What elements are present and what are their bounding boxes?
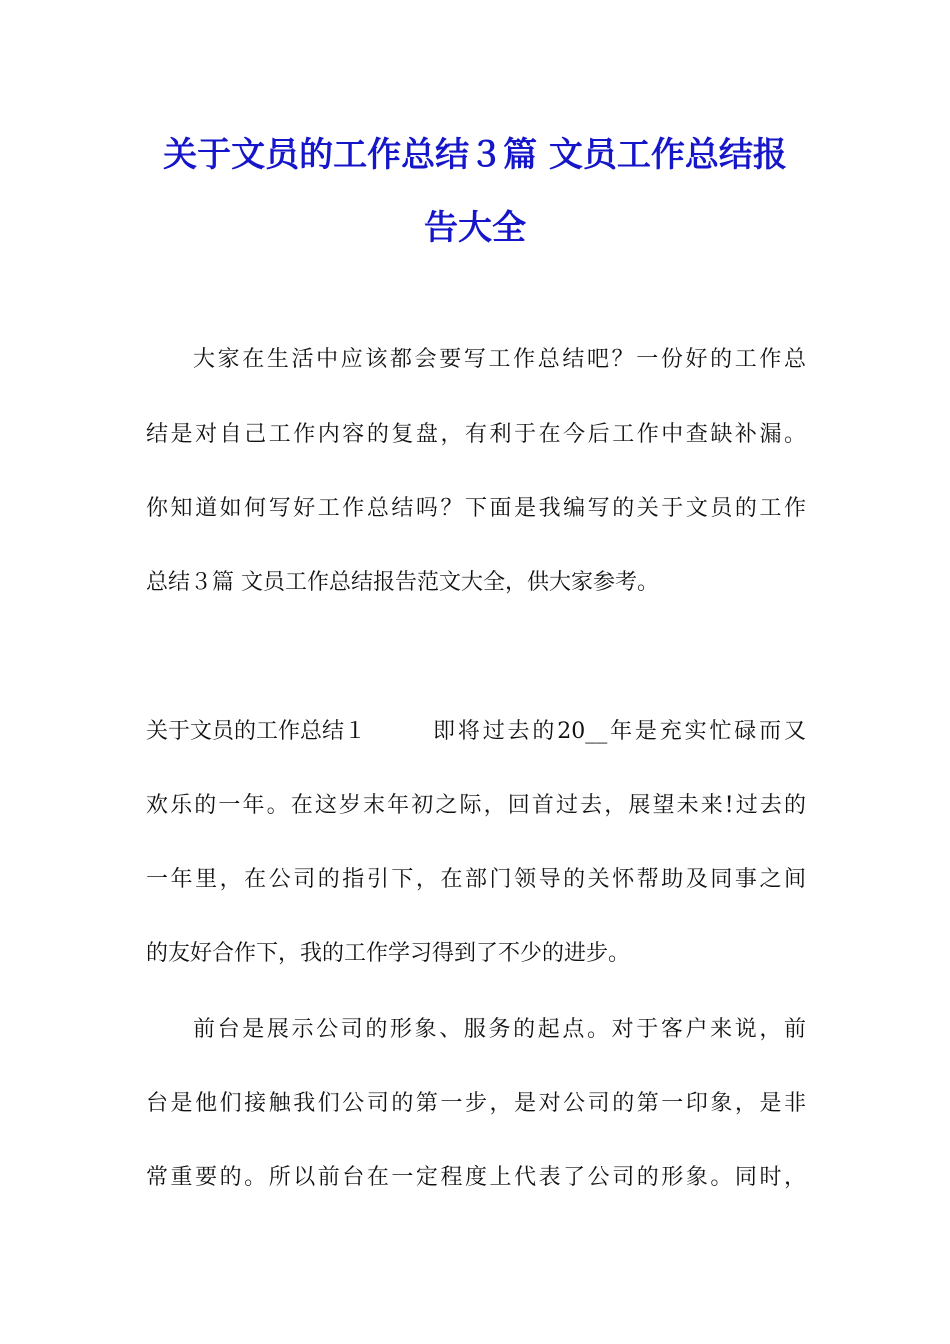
section-line-2: 欢乐的一年。在这岁末年初之际，回首过去，展望未来!过去的 [146, 793, 806, 818]
section-first-line: 即将过去的20__年是充实忙碌而又 [433, 719, 806, 744]
intro-line-3: 你知道如何写好工作总结吗？下面是我编写的关于文员的工作 [146, 496, 806, 521]
intro-line-1: 大家在生活中应该都会要写工作总结吧？一份好的工作总 [193, 347, 806, 372]
section-heading: 关于文员的工作总结１ [146, 719, 367, 744]
section-line-4: 的友好合作下，我的工作学习得到了不少的进步。 [146, 941, 631, 966]
section-line-3: 一年里，在公司的指引下，在部门领导的关怀帮助及同事之间 [146, 867, 806, 892]
document-title-line-1: 关于文员的工作总结３篇 文员工作总结报 [163, 135, 787, 175]
document-title-line-2: 告大全 [424, 208, 526, 248]
paragraph2-line-2: 台是他们接触我们公司的第一步，是对公司的第一印象，是非 [146, 1091, 806, 1116]
intro-line-2: 结是对自己工作内容的复盘，有利于在今后工作中查缺补漏。 [146, 422, 806, 447]
paragraph2-line-1: 前台是展示公司的形象、服务的起点。对于客户来说，前 [193, 1017, 806, 1042]
intro-line-4: 总结３篇 文员工作总结报告范文大全，供大家参考。 [146, 570, 659, 595]
paragraph2-line-3: 常重要的。所以前台在一定程度上代表了公司的形象。同时， [146, 1165, 806, 1190]
